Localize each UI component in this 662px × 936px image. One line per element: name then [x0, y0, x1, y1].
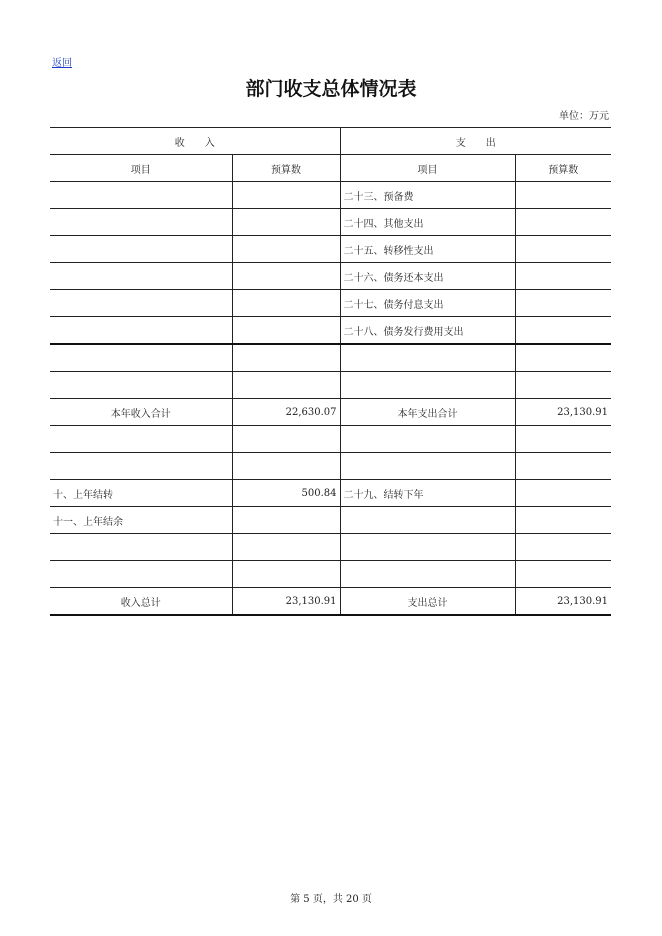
expense-item-header: 项目 [340, 155, 515, 182]
expense-budget-header: 预算数 [515, 155, 611, 182]
expense-value [515, 480, 611, 507]
table-row [50, 290, 611, 317]
income-value [232, 317, 340, 345]
income-item [50, 182, 232, 209]
back-link[interactable]: 返回 [52, 58, 72, 69]
income-value [232, 453, 340, 480]
income-value [232, 182, 340, 209]
table-row [50, 534, 611, 561]
expense-item [340, 372, 515, 399]
expense-item [340, 534, 515, 561]
income-item [50, 290, 232, 317]
expense-value [515, 534, 611, 561]
expense-item: 二十九、结转下年 [340, 480, 515, 507]
income-value [232, 236, 340, 263]
expense-value [515, 236, 611, 263]
expense-item [340, 453, 515, 480]
expense-item: 二十七、债务付息支出 [340, 290, 515, 317]
page-number: 第 5 页，共 20 页 [290, 894, 372, 905]
income-budget-header: 预算数 [232, 155, 340, 182]
income-item [50, 236, 232, 263]
income-item [50, 263, 232, 290]
income-total-label: 收入总计 [50, 588, 232, 616]
income-item [50, 534, 232, 561]
expense-item: 二十八、债务发行费用支出 [340, 317, 515, 345]
expense-value [515, 182, 611, 209]
expense-value [515, 372, 611, 399]
income-item [50, 453, 232, 480]
income-item: 十、上年结转 [50, 480, 232, 507]
income-value [232, 561, 340, 588]
expense-item: 二十四、其他支出 [340, 209, 515, 236]
income-value [232, 507, 340, 534]
expense-value [515, 507, 611, 534]
table-row [50, 263, 611, 290]
income-value [232, 372, 340, 399]
income-value [232, 209, 340, 236]
expense-item: 二十五、转移性支出 [340, 236, 515, 263]
table-row [50, 453, 611, 480]
expense-item [340, 344, 515, 372]
expense-total-value: 23,130.91 [515, 588, 611, 616]
expense-value [515, 344, 611, 372]
expense-value [515, 209, 611, 236]
income-item [50, 372, 232, 399]
income-value [232, 263, 340, 290]
total-row [50, 588, 611, 616]
expense-value [515, 263, 611, 290]
income-header: 收 入 [50, 128, 340, 155]
expense-item [340, 507, 515, 534]
expense-item [340, 561, 515, 588]
expense-item: 二十三、预备费 [340, 182, 515, 209]
income-value [232, 534, 340, 561]
income-item [50, 561, 232, 588]
income-item [50, 426, 232, 453]
income-value [232, 344, 340, 372]
table-row [50, 209, 611, 236]
expense-value [515, 453, 611, 480]
income-value: 500.84 [232, 480, 340, 507]
income-item [50, 344, 232, 372]
page-title: 部门收支总体情况表 [245, 78, 417, 100]
income-total-value: 23,130.91 [232, 588, 340, 616]
income-item: 十一、上年结余 [50, 507, 232, 534]
table-row [50, 317, 611, 345]
income-item [50, 317, 232, 345]
section-header-row [50, 128, 611, 155]
expense-total-label: 支出总计 [340, 588, 515, 616]
table-row [50, 426, 611, 453]
table-row [50, 480, 611, 507]
income-item-header: 项目 [50, 155, 232, 182]
table-row [50, 236, 611, 263]
income-value [232, 426, 340, 453]
income-subtotal-label: 本年收入合计 [50, 399, 232, 426]
table-row [50, 372, 611, 399]
expense-item [340, 426, 515, 453]
subtotal-row [50, 399, 611, 426]
expense-item: 二十六、债务还本支出 [340, 263, 515, 290]
table-row [50, 182, 611, 209]
income-subtotal-value: 22,630.07 [232, 399, 340, 426]
expense-value [515, 561, 611, 588]
income-value [232, 290, 340, 317]
expense-value [515, 317, 611, 345]
budget-table [50, 127, 611, 616]
unit-label: 单位：万元 [559, 111, 609, 122]
table-row [50, 344, 611, 372]
expense-value [515, 290, 611, 317]
table-row [50, 507, 611, 534]
expense-subtotal-value: 23,130.91 [515, 399, 611, 426]
column-header-row [50, 155, 611, 182]
income-item [50, 209, 232, 236]
expense-value [515, 426, 611, 453]
expense-subtotal-label: 本年支出合计 [340, 399, 515, 426]
expense-header: 支 出 [340, 128, 611, 155]
table-row [50, 561, 611, 588]
